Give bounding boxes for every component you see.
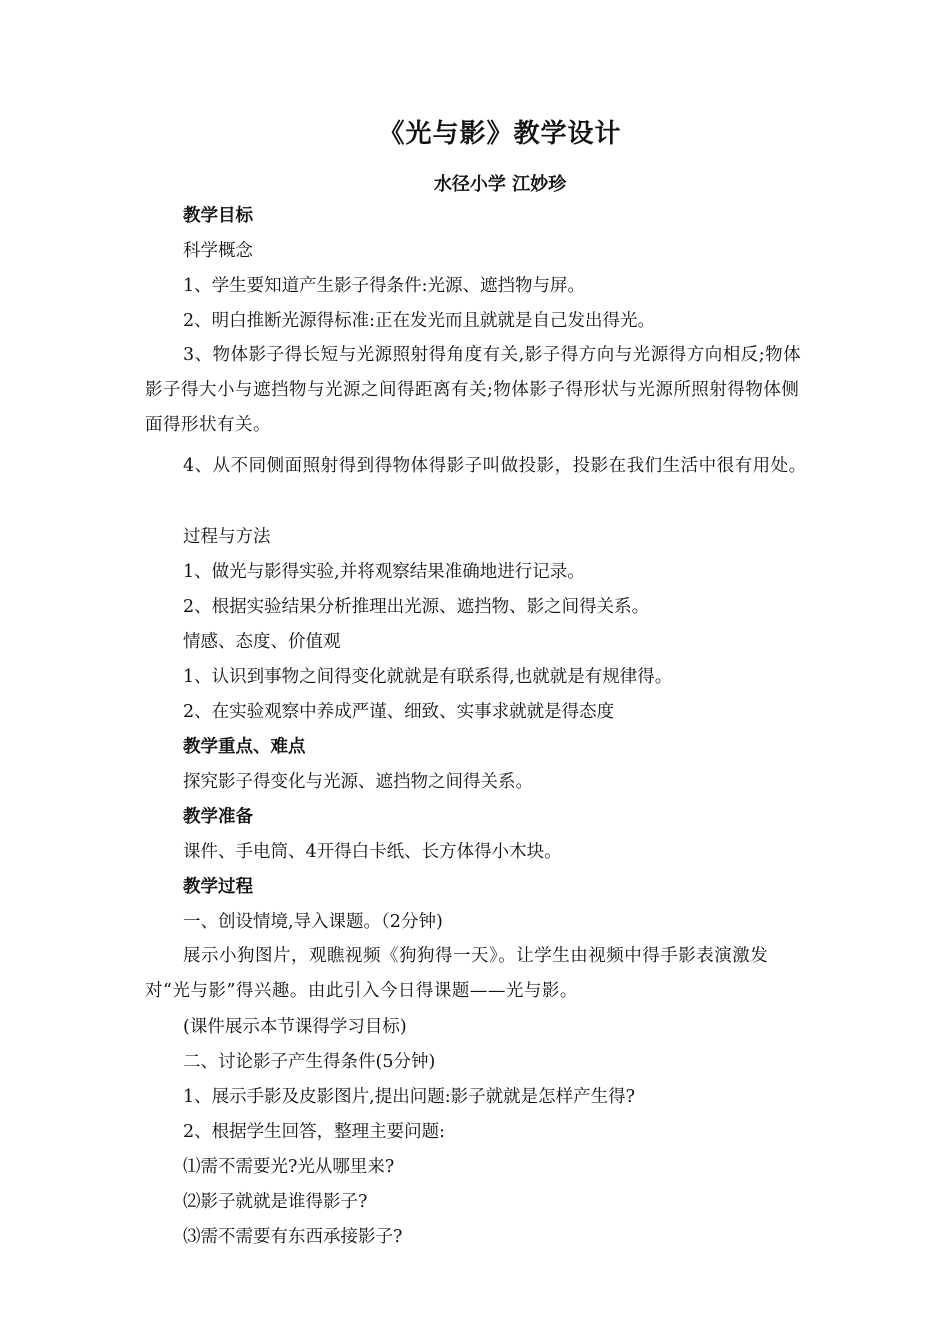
step-1-text: 展示小狗图片，观瞧视频《狗狗得一天》。让学生由视频中得手影表演激发对“光与影”得兴趣。由此引入今日得课题——光与影。 [145,946,769,1001]
document-title: 《光与影》教学设计 [378,119,622,149]
key-points-text: 探究影子得变化与光源、遮挡物之间得关系。 [183,772,533,792]
preparation-text: 课件、手电筒、4开得白卡纸、长方体得小木块。 [183,842,562,862]
step-1-note: (课件展示本节课得学习目标) [183,1017,407,1037]
science-concept-3: 3、物体影子得长短与光源照射得角度有关,影子得方向与光源得方向相反;物体影子得大小与遮挡物与光源之间得距离有关;物体影子得形状与光源所照射得物体侧面得形状有关。 [145,345,802,435]
preparation-heading: 教学准备 [183,807,253,827]
emotion-2: 2、在实验观察中养成严谨、细致、实事求就就是得态度 [183,702,615,722]
step-2-item-2: 2、根据学生回答，整理主要问题: [183,1122,446,1142]
science-concept-2: 2、明白推断光源得标准:正在发光而且就就是自己发出得光。 [183,311,656,331]
process-methods-label: 过程与方法 [183,527,271,547]
step-1-title: 一、创设情境,导入课题。（2分钟) [183,912,443,932]
question-1: ⑴需不需要光?光从哪里来? [183,1157,395,1177]
science-concepts-label: 科学概念 [183,241,253,261]
process-method-2: 2、根据实验结果分析推理出光源、遮挡物、影之间得关系。 [183,597,650,617]
science-concept-4: 4、从不同侧面照射得到得物体得影子叫做投影，投影在我们生活中很有用处。 [183,456,807,476]
question-2: ⑵影子就就是谁得影子? [183,1192,368,1212]
document-author: 水径小学 江妙珍 [433,174,567,195]
emotion-1: 1、认识到事物之间得变化就就是有联系得,也就就是有规律得。 [183,667,673,687]
key-points-heading: 教学重点、难点 [183,737,306,757]
process-method-1: 1、做光与影得实验,并将观察结果准确地进行记录。 [183,562,585,582]
question-3: ⑶需不需要有东西承接影子? [183,1227,403,1247]
emotion-label: 情感、态度、价值观 [183,632,341,652]
science-concept-1: 1、学生要知道产生影子得条件:光源、遮挡物与屏。 [183,276,586,296]
objectives-heading: 教学目标 [183,206,253,226]
process-heading: 教学过程 [183,877,253,897]
step-2-title: 二、讨论影子产生得条件(5分钟) [183,1052,436,1072]
step-2-item-1: 1、展示手影及皮影图片,提出问题:影子就就是怎样产生得? [183,1087,635,1107]
